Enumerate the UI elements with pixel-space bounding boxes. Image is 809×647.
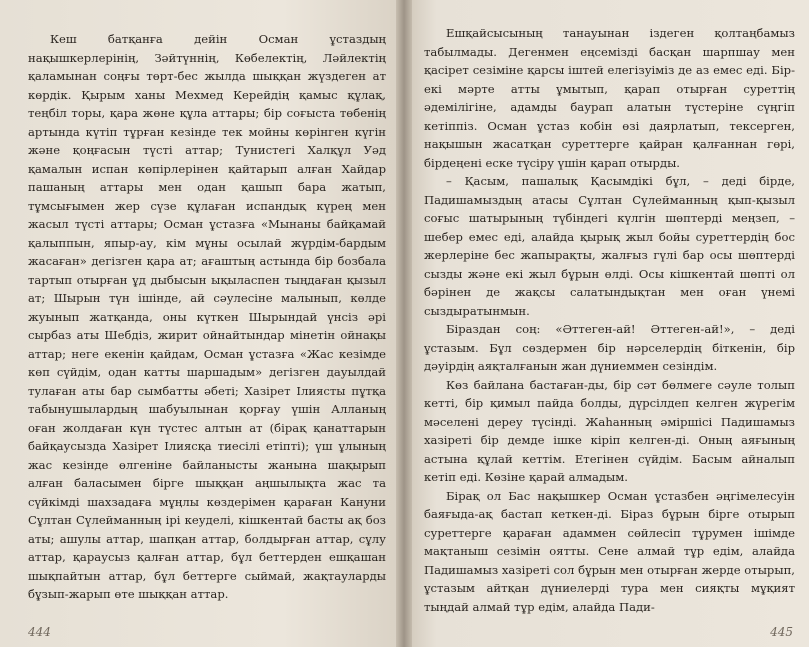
left-paragraph-1: Кеш батқанға дейін Осман ұстаздың нақышкерлерінің, Зәйтүннің, Көбелектің, Ләйлектің қаламынан соңғы төрт-бес жылда шыққан жүздеген ат көрдік. Қырым ханы Мехмед Керейдің қамыс құлақ, теңбіл торы, қара жөне құла аттары; бір соғыста төбенің артында күтіп тұрған кезінде тек мойны көрінген күгін және қоңғасын түсті аттар; Тунистегі Халқұл Уәд қамалын испан көпірлерінен қайтарып алған Хайдар пашаның аттары мен одан қашып бара жатып, тұмсығымен жер сүзе құлаған испандық күрең мен жасыл түсті аттары; Осман ұстазға «Мынаны байқамай қалыппын, япыр-ау, кім мұны осылай жүрдім-бардым жасаған» дегізген қара ат; ағаштың астында бір бозбала тартып отырған ұд дыбысын ықыласпен тыңдаған қызыл ат; Шырын түн ішінде, ай сәулесіне малынып, көлде жуынып жатқанда, оны күткен Шырындай үнсіз әрі сырбаз аты Шебдіз, жирит ойнайтындар мінетін ойнақы аттар; неге екенін қайдам, Осман ұстазға «Жас кезімде көп сүйдім, одан катты шаршадым» дегізген дауылдай тулаған аты бар сымбатты әбеті; Хазірет Ілиясты пұтқа табынушылардың шабуылынан қорғау үшін Алланың оған жолдаған күн түстес алтын ат (бірақ қанаттарын байқаусызда Хазірет Ілиясқа тиесілі етіпті); үш ұлының жас кезінде өлгеніне байланысты жанына шақырып алған баласымен бірге шыққан аңшылықта жас та сүйкімді шахзадаға мұңлы көздерімен қараған Кануни Сұлтан Сүлейманның ірі кеуделі, кішкентай басты ақ боз аты; ашулы аттар, шапқан аттар, болдырған аттар, сұлу аттар, қараусыз қалған аттар, бұл беттерден ешқашан шықпайтын аттар, бұл беттерге сыймай, жақтауларды бұзып-жарып өте шыққан аттар. — [28, 32, 386, 601]
left-page-text — [28, 30, 386, 604]
right-paragraph-3: Біраздан соң: «Әттеген-ай! Әттеген-ай!», – деді ұстазым. Бұл сөздермен бір нәрселердің біткенін, бір дәуірдің аяқталғанын жан дүниеммен сезіндім. — [424, 322, 795, 373]
left-page-number: 444 — [28, 625, 51, 639]
right-paragraph-5: Бірақ ол Бас нақышкер Осман ұстазбен әңгімелесуін баяғыда-ақ бастап кеткен-ді. Біраз бұрын бірге отырып суреттерге қараған адаммен сөйлесіп тұрумен ішімде мақтаныш сезімін оятты. Сене алмай тұр едім, алайда Падишамыз хазіреті сол бұрын мен отырған жерде отырып, ұстазым айтқан дүниелерді тура мен сияқты мұқият тыңдай алмай тұр едім, алайда Пади- — [424, 488, 795, 614]
right-page-number: 445 — [770, 625, 793, 639]
right-paragraph-4: Көз байлана бастаған-ды, бір сәт бөлмеге сәуле толып кетті, бір қимыл пайда болды, дүрсілдеп келген жүрегім мәселені дереу түсінді. Жаһанның әміршісі Падишамыз хазіреті бір демде ішке кіріп келген-ді. Оның аяғының астына құлай кеттім. Етегінен сүйдім. Басым айналып кетіп еді. Көзіне қарай алмадым. — [424, 377, 795, 484]
right-page-text — [424, 24, 795, 616]
left-page — [0, 0, 404, 647]
book-gutter — [396, 0, 412, 647]
right-paragraph-1: Ешқайсысының танауынан іздеген қолтаңбамыз табылмады. Дегенмен еңсемізді басқан шарпшау мен қасірет сезіміне қарсы іштей елегізуіміз де аз емес еді. Бір-екі мәрте атты ұмытып, қарап отырған суреттің әдемілігіне, адамды баурап алатын түстеріне сүңгіп кетіппіз. Осман ұстаз кобін өзі даярлатып, тексерген, нақышын жасатқан суреттерге қайран қалғаннан гөрі, бірдеңені еске түсіру үшін қарап отырды. — [424, 26, 795, 170]
right-paragraph-2: – Қасым, пашалық Қасымдікі бұл, – деді бірде, Падишамыздың атасы Сұлтан Сүлейманның қып-қызыл соғыс шатырының түбіндегі күлгін шөптерді меңзеп, – шебер емес еді, алайда қырық жыл бойы суреттердің бос жерлеріне бес жапырақты, жалғыз гүлі бар осы шөптерді сызды және екі жыл бұрын өлді. Осы кішкентай шөпті ол бәрінен де жақсы салатындықтан мен оған үнемі сыздыратынмын. — [424, 174, 795, 318]
right-page — [404, 0, 809, 647]
